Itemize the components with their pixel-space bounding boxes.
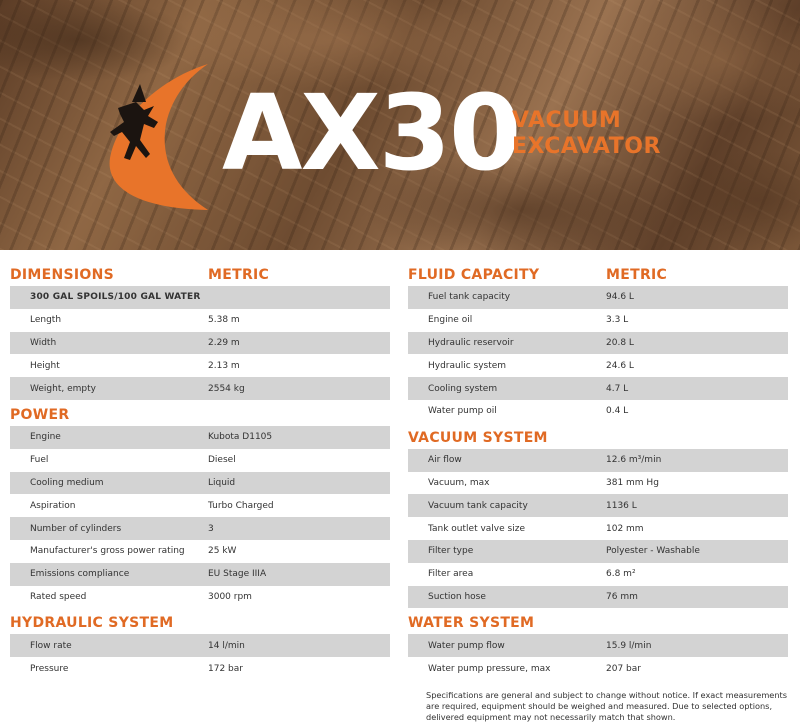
right-spec-column — [408, 260, 788, 723]
spec-label: Engine oil — [428, 315, 473, 326]
spec-label: Pressure — [30, 663, 69, 674]
spec-row — [408, 634, 788, 657]
spec-value: Diesel — [208, 455, 236, 466]
spec-label: Filter area — [428, 569, 474, 580]
spec-value: EU Stage IIIA — [208, 569, 267, 580]
spec-label: Air flow — [428, 455, 462, 466]
capacity-banner: 300 GAL SPOILS/100 GAL WATER — [30, 292, 201, 303]
spec-label: Cooling medium — [30, 477, 104, 488]
spec-row — [10, 517, 390, 540]
dimensions-header — [10, 260, 390, 284]
spec-label: Vacuum, max — [428, 477, 490, 488]
spec-value: 381 mm Hg — [606, 477, 659, 488]
spec-value: Polyester - Washable — [606, 546, 700, 557]
spec-value: 15.9 l/min — [606, 640, 652, 651]
spec-value: 0.4 L — [606, 406, 629, 417]
spec-row — [10, 563, 390, 586]
disclaimer-note: Specifications are general and subject to change without notice. If exact measurements are required, equipment should be weighed and measured. Due to selected options, delivered equipment may not necessarily match that shown. — [426, 689, 788, 722]
capacity-banner-row — [10, 286, 390, 309]
spec-label: Rated speed — [30, 591, 87, 602]
spec-value: 6.8 m² — [606, 569, 636, 580]
spec-row — [10, 449, 390, 472]
spec-value: 3000 rpm — [208, 591, 252, 602]
spec-label: Width — [30, 337, 57, 348]
fluid-heading: FLUID CAPACITY — [408, 267, 540, 283]
vacuum-header — [408, 423, 788, 447]
header-banner — [0, 0, 800, 250]
spec-value: 3.3 L — [606, 315, 629, 326]
spec-row — [408, 449, 788, 472]
metric-heading: METRIC — [208, 267, 270, 283]
spec-value: 172 bar — [208, 663, 243, 674]
spec-label: Length — [30, 315, 62, 326]
vacuum-heading: VACUUM SYSTEM — [408, 429, 548, 446]
spec-value: 1136 L — [606, 500, 637, 511]
spec-label: Emissions compliance — [30, 569, 130, 580]
spec-value: 14 l/min — [208, 640, 245, 651]
spec-label: Weight, empty — [30, 383, 96, 394]
spec-value: 2.29 m — [208, 337, 240, 348]
spec-row — [408, 586, 788, 609]
spec-label: Number of cylinders — [30, 523, 122, 534]
hydraulic-heading: HYDRAULIC SYSTEM — [10, 615, 174, 632]
spec-label: Water pump oil — [428, 406, 497, 417]
product-title: AX30 — [222, 72, 520, 194]
spec-value: 207 bar — [606, 663, 641, 674]
spec-row — [10, 309, 390, 332]
spec-value: 3 — [208, 523, 214, 534]
spec-row — [408, 377, 788, 400]
spec-row — [408, 472, 788, 495]
subtitle-line-2: EXCAVATOR — [512, 134, 661, 159]
spec-value: 4.7 L — [606, 383, 629, 394]
water-heading: WATER SYSTEM — [408, 615, 535, 632]
spec-label: Water pump pressure, max — [428, 663, 551, 674]
spec-row — [408, 309, 788, 332]
ditch-witch-logo-icon — [96, 62, 216, 212]
spec-row — [10, 586, 390, 609]
spec-value: 2554 kg — [208, 383, 245, 394]
spec-row — [408, 400, 788, 423]
left-spec-column — [10, 260, 390, 680]
spec-value: 2.13 m — [208, 360, 240, 371]
spec-label: Tank outlet valve size — [428, 523, 525, 534]
spec-label: Hydraulic reservoir — [428, 337, 514, 348]
spec-value: Liquid — [208, 477, 236, 488]
spec-row — [408, 354, 788, 377]
dimensions-heading: DIMENSIONS — [10, 267, 115, 283]
spec-value: 5.38 m — [208, 315, 240, 326]
spec-label: Suction hose — [428, 591, 486, 602]
spec-row — [10, 332, 390, 355]
spec-row — [408, 517, 788, 540]
spec-label: Water pump flow — [428, 640, 505, 651]
spec-value: 24.6 L — [606, 360, 634, 371]
spec-value: 102 mm — [606, 523, 644, 534]
spec-label: Cooling system — [428, 383, 498, 394]
spec-row — [408, 494, 788, 517]
spec-label: Height — [30, 360, 60, 371]
spec-row — [10, 354, 390, 377]
spec-label: Filter type — [428, 546, 474, 557]
hydraulic-header — [10, 608, 390, 632]
power-heading: POWER — [10, 406, 70, 423]
fluid-header — [408, 260, 788, 284]
spec-label: Engine — [30, 432, 61, 443]
spec-row — [408, 657, 788, 680]
spec-value: 20.8 L — [606, 337, 634, 348]
spec-row — [408, 286, 788, 309]
spec-row — [10, 540, 390, 563]
spec-label: Flow rate — [30, 640, 72, 651]
spec-value: 12.6 m³/min — [606, 455, 662, 466]
spec-row — [10, 494, 390, 517]
water-header — [408, 608, 788, 632]
spec-value: 25 kW — [208, 546, 237, 557]
spec-label: Aspiration — [30, 500, 76, 511]
spec-label: Fuel tank capacity — [428, 292, 511, 303]
power-header — [10, 400, 390, 424]
spec-label: Vacuum tank capacity — [428, 500, 528, 511]
spec-row — [408, 563, 788, 586]
spec-label: Hydraulic system — [428, 360, 507, 371]
spec-row — [10, 377, 390, 400]
spec-row — [408, 540, 788, 563]
subtitle-line-1: VACUUM — [512, 108, 622, 133]
spec-value: Turbo Charged — [208, 500, 274, 511]
spec-row — [408, 332, 788, 355]
spec-value: 94.6 L — [606, 292, 634, 303]
spec-value: Kubota D1105 — [208, 432, 273, 443]
spec-label: Fuel — [30, 455, 49, 466]
spec-row — [10, 426, 390, 449]
spec-label: Manufacturer's gross power rating — [30, 546, 185, 557]
spec-row — [10, 657, 390, 680]
metric-heading: METRIC — [606, 267, 668, 283]
product-subtitle — [512, 108, 661, 160]
spec-value: 76 mm — [606, 591, 638, 602]
spec-row — [10, 472, 390, 495]
spec-row — [10, 634, 390, 657]
